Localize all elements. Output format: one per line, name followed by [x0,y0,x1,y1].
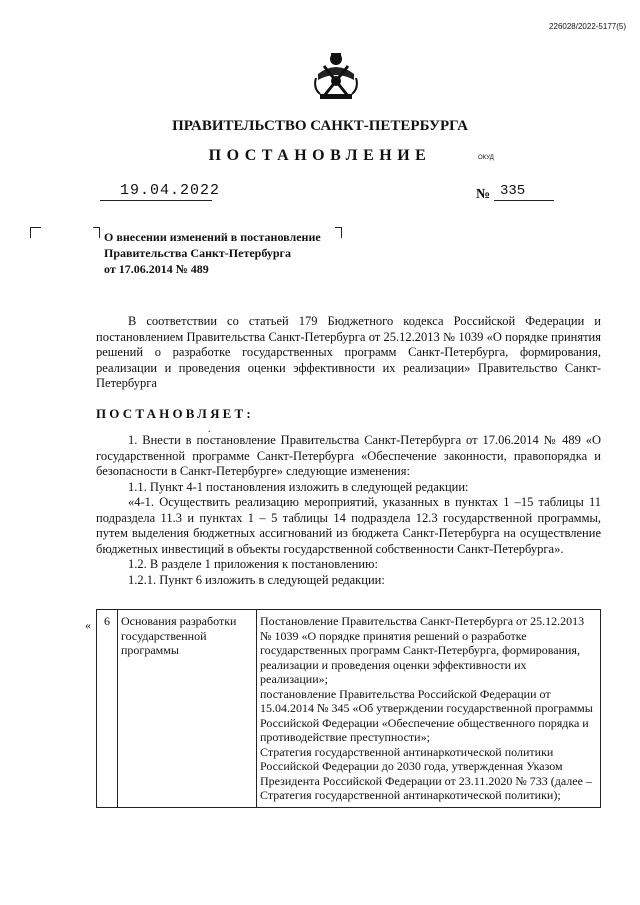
subject-line: от 17.06.2014 № 489 [104,262,209,276]
resolves-heading: ПОСТАНОВЛЯЕТ: [96,406,254,421]
row-name: Основания разработки государственной программы [118,610,257,808]
number-label: № [476,187,491,202]
table-row [97,610,601,808]
okud-label: ОКУД [478,155,494,161]
content-paragraph: Постановление Правительства Санкт-Петербурга от 25.12.2013 № 1039 «О порядке принятия решений о разработке государственных программ Санкт-Петербурга, формирования, реализации и проведения оценки эффективности их реализации»; [260,614,585,686]
preamble-text: В соответствии со статьей 179 Бюджетного кодекса Российской Федерации и постановлением Правительства Санкт-Петербурга от 25.12.2013 № 1039 «О порядке принятия решений о разработке государственных программ Санкт-Петербурга, формирования, реализации и проведения оценки эффективности их реализации» Правительство Санкт-Петербурга [96,314,601,390]
subject-line: Правительства Санкт-Петербурга [104,246,292,260]
number-underline [494,200,554,201]
government-name: ПРАВИТЕЛЬСТВО САНКТ-ПЕТЕРБУРГА [172,118,468,134]
content-paragraph: Стратегия государственной антинаркотической политики Российской Федерации до 2030 года, утвержденная Указом Президента Российской Федерации от 23.11.2020 № 733 (далее – Стратегия государственной антинаркотической политики); [260,744,592,802]
preamble [96,314,601,392]
resolution-items [96,433,601,588]
corner-bracket-left [30,227,41,238]
row-number: 6 [97,610,118,808]
subject-line: О внесении изменений в постановление [104,230,321,244]
program-table [96,609,601,808]
document-date: 19.04.2022 [120,182,221,199]
item-paragraph: 1. Внести в постановление Правительства Санкт-Петербурга от 17.06.2014 № 489 «О государственной программе Санкт-Петербурга «Обеспечение законности, правопорядка и безопасности в Санкт-Петербурге» следующие изменения: [96,433,601,478]
item-paragraph: 1.2.1. Пункт 6 изложить в следующей редакции: [128,572,385,587]
content-paragraph: постановление Правительства Российской Федерации от 15.04.2014 № 345 «Об утверждении государственной программы Российской Федерации «Обеспечение общественного порядка и противодействие преступности»; [260,686,593,744]
stray-dot: . [208,424,211,435]
table-open-quote: « [85,618,91,632]
date-underline [100,200,212,201]
row-content [257,610,601,808]
item-paragraph: 1.2. В разделе 1 приложения к постановлению: [128,557,378,571]
item-paragraph: «4-1. Осуществить реализацию мероприятий, указанных в пунктах 1 –15 таблицы 11 подраздела 11.3 и пунктах 1 – 5 таблицы 14 подраздела 12.3 государственной программы, путем выделения бюджетных ассигнований из бюджета Санкт-Петербурга на осуществление бюджетных инвестиций в объекты государственной собственности Санкт-Петербурга». [96,495,601,556]
document-number: 335 [500,183,526,199]
coat-of-arms-emblem [310,50,362,102]
document-type-title: ПОСТАНОВЛЕНИЕ [208,147,432,164]
document-subject [104,229,321,277]
corner-bracket-right [335,227,342,238]
document-code: 226028/2022-5177(5) [549,22,626,31]
corner-bracket-mid [93,227,100,238]
item-paragraph: 1.1. Пункт 4-1 постановления изложить в следующей редакции: [128,479,469,494]
